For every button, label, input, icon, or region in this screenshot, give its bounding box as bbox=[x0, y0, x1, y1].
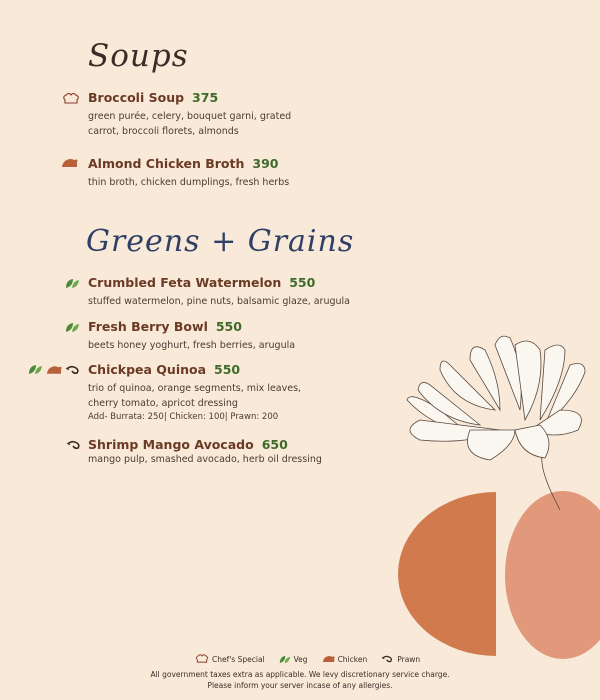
item-price: 375 bbox=[192, 90, 219, 105]
legend-item bbox=[195, 654, 265, 664]
menu-item bbox=[88, 156, 388, 190]
chicken-icon bbox=[322, 655, 335, 663]
item-description: thin broth, chicken dumplings, fresh herbs bbox=[88, 177, 290, 188]
legend-label: Chicken bbox=[337, 654, 368, 664]
left-half-circle bbox=[398, 492, 496, 656]
item-price: 550 bbox=[289, 275, 316, 290]
chicken-icon bbox=[61, 158, 78, 168]
item-description: mango pulp, smashed avocado, herb oil dressing bbox=[88, 454, 322, 465]
item-name: Crumbled Feta Watermelon bbox=[88, 275, 282, 290]
item-name: Chickpea Quinoa bbox=[88, 362, 207, 377]
item-description: green purée, celery, bouquet garni, grated carrot, broccoli florets, almonds bbox=[88, 111, 292, 137]
item-price: 390 bbox=[252, 156, 279, 171]
veg-icon bbox=[65, 278, 80, 289]
footer-allergy-note: Please inform your server incase of any allergies. bbox=[207, 681, 393, 690]
chicken-icon bbox=[46, 365, 62, 375]
item-icons bbox=[65, 322, 80, 333]
legend-label: Veg bbox=[293, 654, 308, 664]
legend-label: Prawn bbox=[397, 654, 421, 664]
item-description: stuffed watermelon, pine nuts, balsamic glaze, arugula bbox=[88, 296, 350, 307]
veg-icon bbox=[279, 655, 291, 664]
lotus-flower-illustration bbox=[407, 336, 585, 510]
chefs-special-icon bbox=[62, 93, 80, 105]
item-name: Fresh Berry Bowl bbox=[88, 319, 208, 334]
prawn-icon bbox=[66, 440, 82, 450]
prawn-icon bbox=[381, 655, 394, 663]
item-name: Shrimp Mango Avocado bbox=[88, 437, 254, 452]
legend-item bbox=[381, 655, 420, 664]
right-circle bbox=[505, 491, 600, 659]
item-icons bbox=[28, 364, 81, 375]
item-addon: Add- Burrata: 250| Chicken: 100| Prawn: 200 bbox=[88, 412, 279, 422]
footer-tax-note: All government taxes extra as applicable. We levy discretionary service charge. bbox=[150, 670, 450, 679]
item-price: 550 bbox=[215, 319, 242, 334]
legend-label: Chef's Special bbox=[212, 654, 265, 664]
veg-icon bbox=[28, 364, 43, 375]
prawn-icon bbox=[65, 365, 81, 375]
menu-item bbox=[88, 437, 388, 467]
legend-item bbox=[322, 655, 368, 664]
item-icons bbox=[62, 93, 80, 105]
menu-item bbox=[88, 90, 388, 139]
item-icons bbox=[61, 158, 78, 168]
section-title-greens-grains: Greens + Grains bbox=[86, 224, 355, 259]
menu-item bbox=[88, 275, 388, 309]
item-name: Broccoli Soup bbox=[88, 90, 185, 105]
item-icons bbox=[66, 440, 82, 450]
menu-item bbox=[88, 362, 388, 422]
item-description: beets honey yoghurt, fresh berries, arugula bbox=[88, 340, 296, 351]
item-price: 550 bbox=[214, 362, 241, 377]
veg-icon bbox=[65, 322, 80, 333]
legend-item bbox=[279, 655, 308, 664]
item-description: trio of quinoa, orange segments, mix leaves, cherry tomato, apricot dressing bbox=[88, 383, 302, 409]
icon-legend bbox=[195, 654, 420, 664]
item-price: 650 bbox=[261, 437, 288, 452]
item-name: Almond Chicken Broth bbox=[88, 156, 245, 171]
section-title-soups: Soups bbox=[88, 38, 189, 74]
item-icons bbox=[65, 278, 80, 289]
chefs-special-icon bbox=[195, 654, 209, 664]
menu-item bbox=[88, 319, 388, 353]
